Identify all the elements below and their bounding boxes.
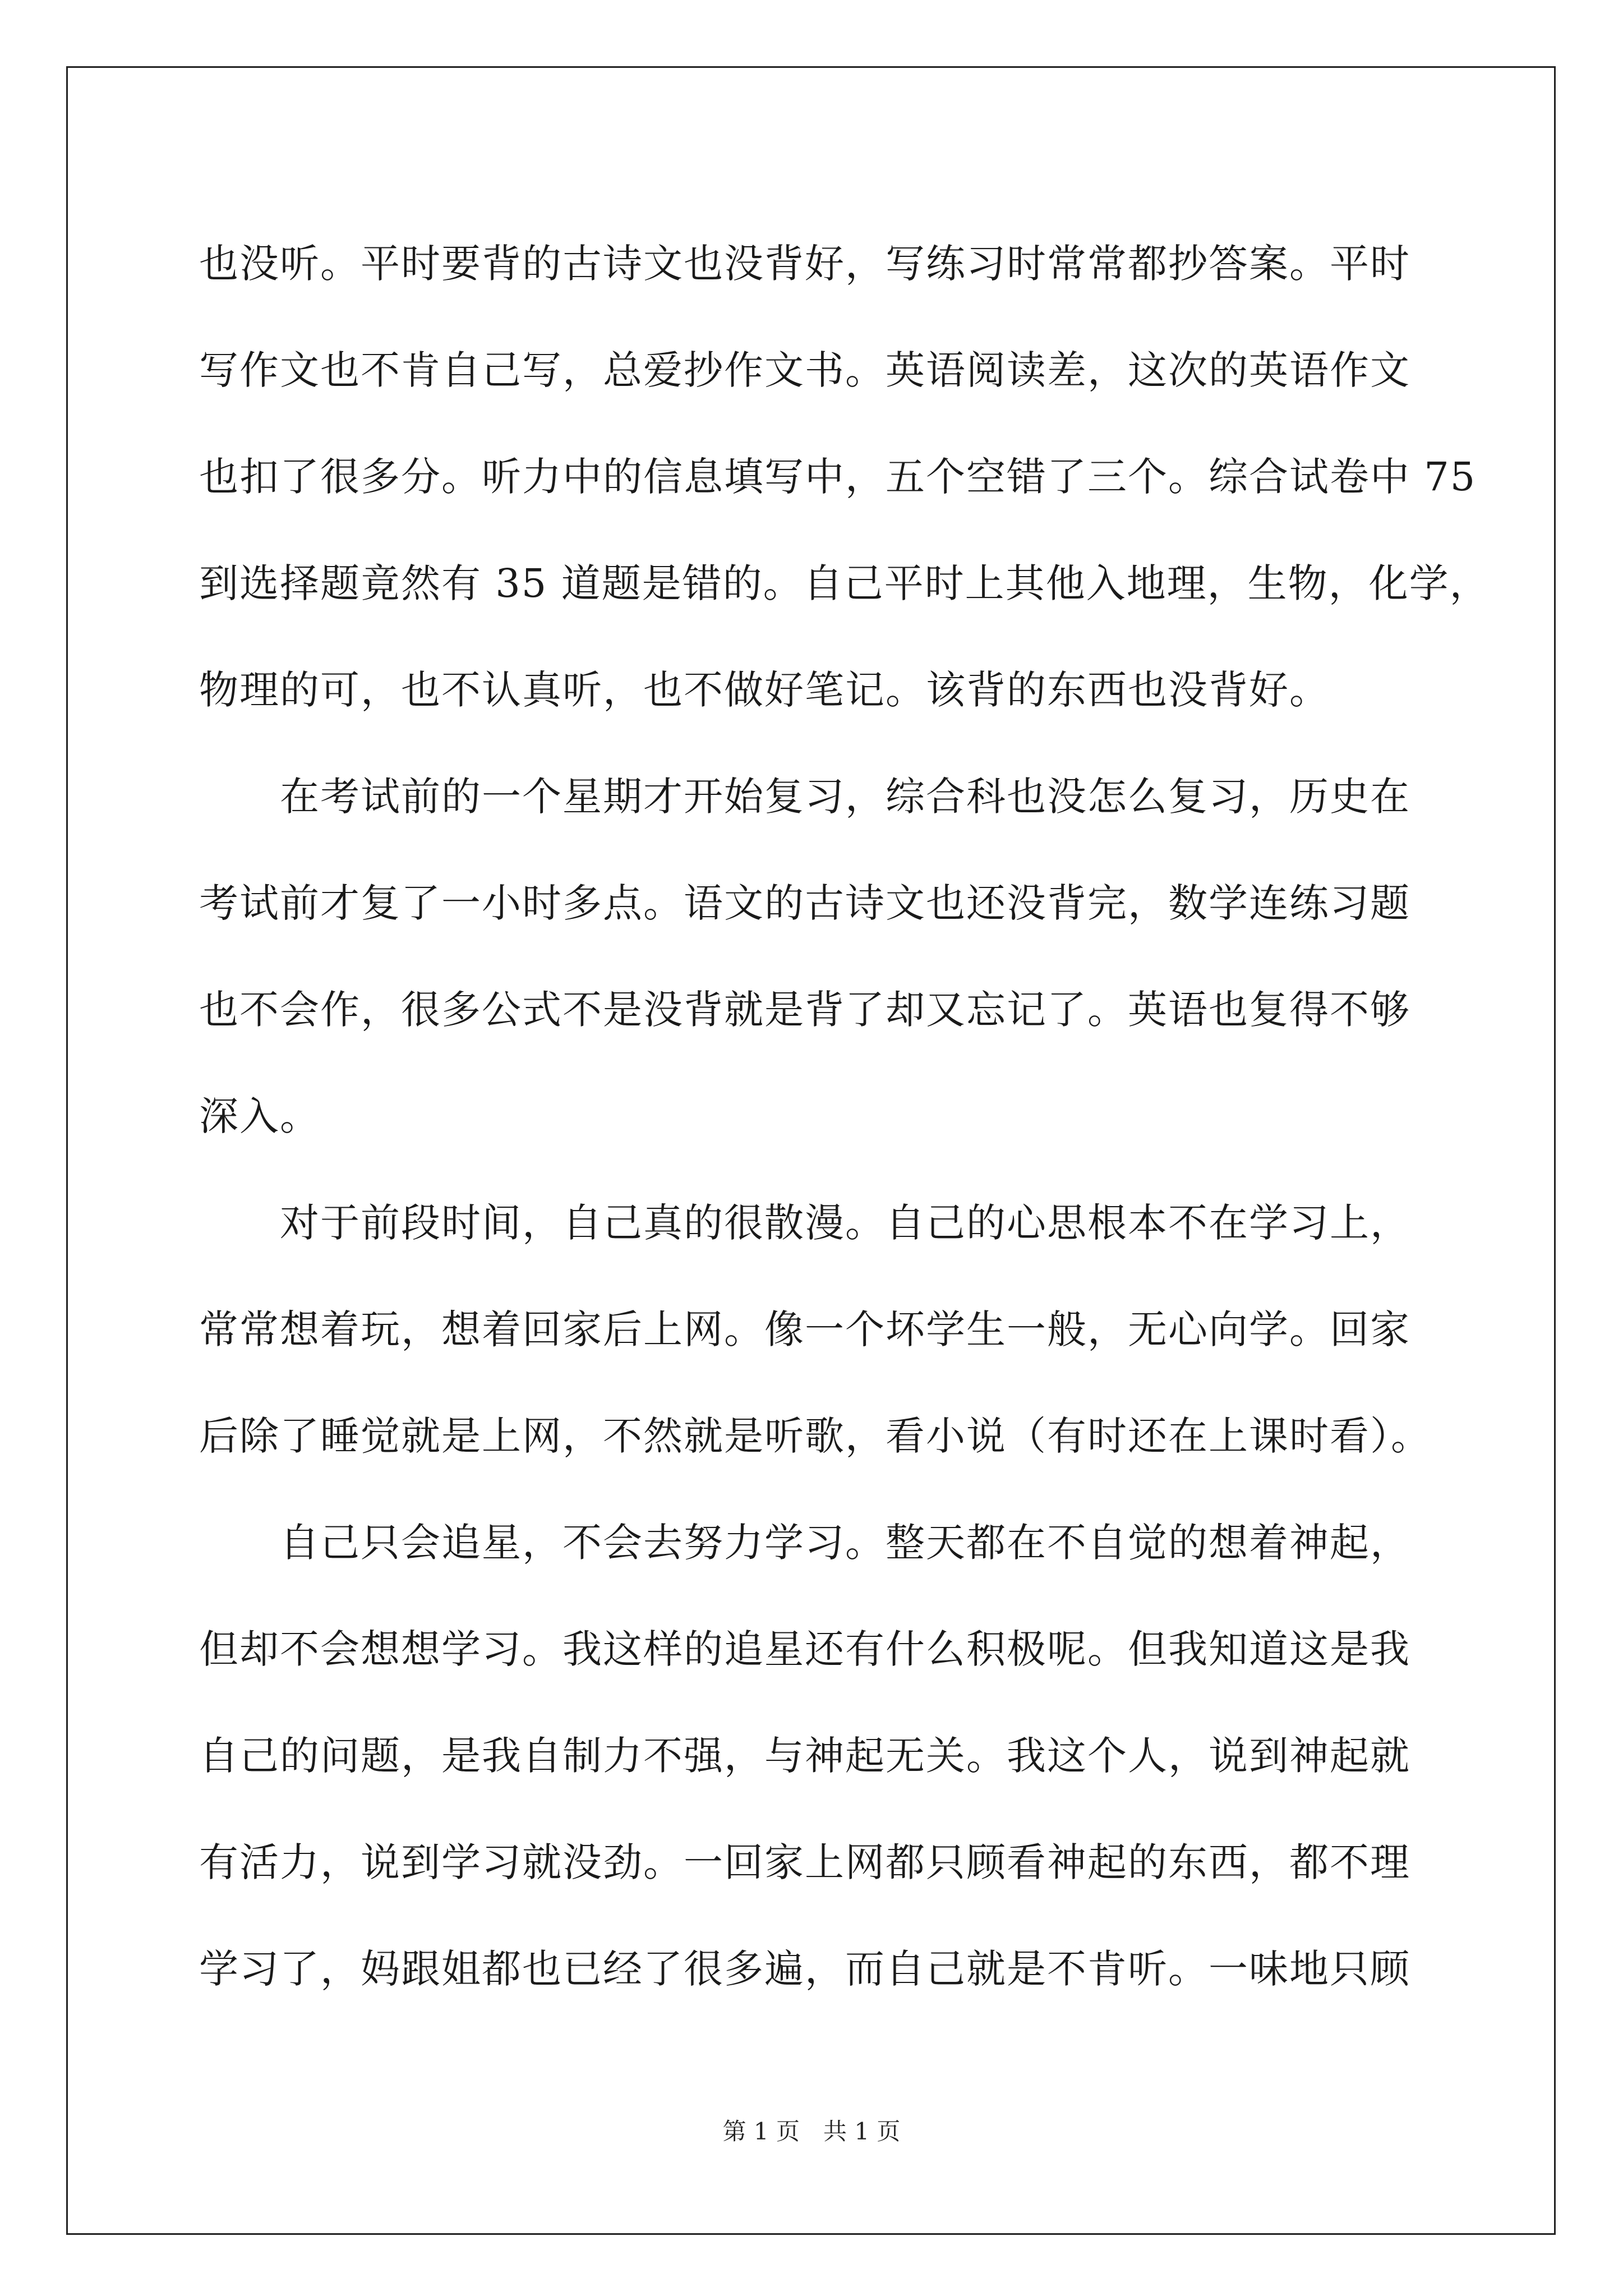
text-line: 也扣了很多分。听力中的信息填写中，五个空错了三个。综合试卷中 75 — [199, 454, 1477, 500]
text-line: 自己只会追星，不会去努力学习。整天都在不自觉的想着神起， — [199, 1520, 1410, 1566]
text-line: 自己的问题，是我自制力不强，与神起无关。我这个人，说到神起就 — [199, 1733, 1410, 1779]
text-line: 在考试前的一个星期才开始复习，综合科也没怎么复习，历史在 — [199, 774, 1410, 820]
text-line: 物理的可，也不认真听，也不做好笔记。该背的东西也没背好。 — [199, 667, 1330, 713]
text-line: 后除了睡觉就是上网，不然就是听歌，看小说（有时还在上课时看）。 — [199, 1413, 1431, 1459]
text-line: 有活力，说到学习就没劲。一回家上网都只顾看神起的东西，都不理 — [199, 1839, 1410, 1885]
text-line: 到选择题竟然有 35 道题是错的。自己平时上其他入地理，生物，化学， — [199, 560, 1490, 606]
text-line: 常常想着玩，想着回家后上网。像一个坏学生一般，无心向学。回家 — [199, 1306, 1410, 1352]
text-line: 也不会作，很多公式不是没背就是背了却又忘记了。英语也复得不够 — [199, 987, 1410, 1033]
text-line: 深入。 — [199, 1093, 320, 1139]
text-line: 也没听。平时要背的古诗文也没背好，写练习时常常都抄答案。平时 — [199, 241, 1410, 287]
text-line: 对于前段时间，自己真的很散漫。自己的心思根本不在学习上， — [199, 1200, 1410, 1246]
document-body — [199, 210, 1490, 2022]
text-line: 考试前才复了一小时多点。语文的古诗文也还没背完，数学连练习题 — [199, 880, 1410, 926]
text-line: 学习了，妈跟姐都也已经了很多遍，而自己就是不肯听。一味地只顾 — [199, 1946, 1410, 1992]
text-line: 写作文也不肯自己写，总爱抄作文书。英语阅读差，这次的英语作文 — [199, 347, 1410, 393]
page-number: 第 1 页 共 1 页 — [722, 2118, 901, 2145]
text-line: 但却不会想想学习。我这样的追星还有什么积极呢。但我知道这是我 — [199, 1626, 1410, 1672]
